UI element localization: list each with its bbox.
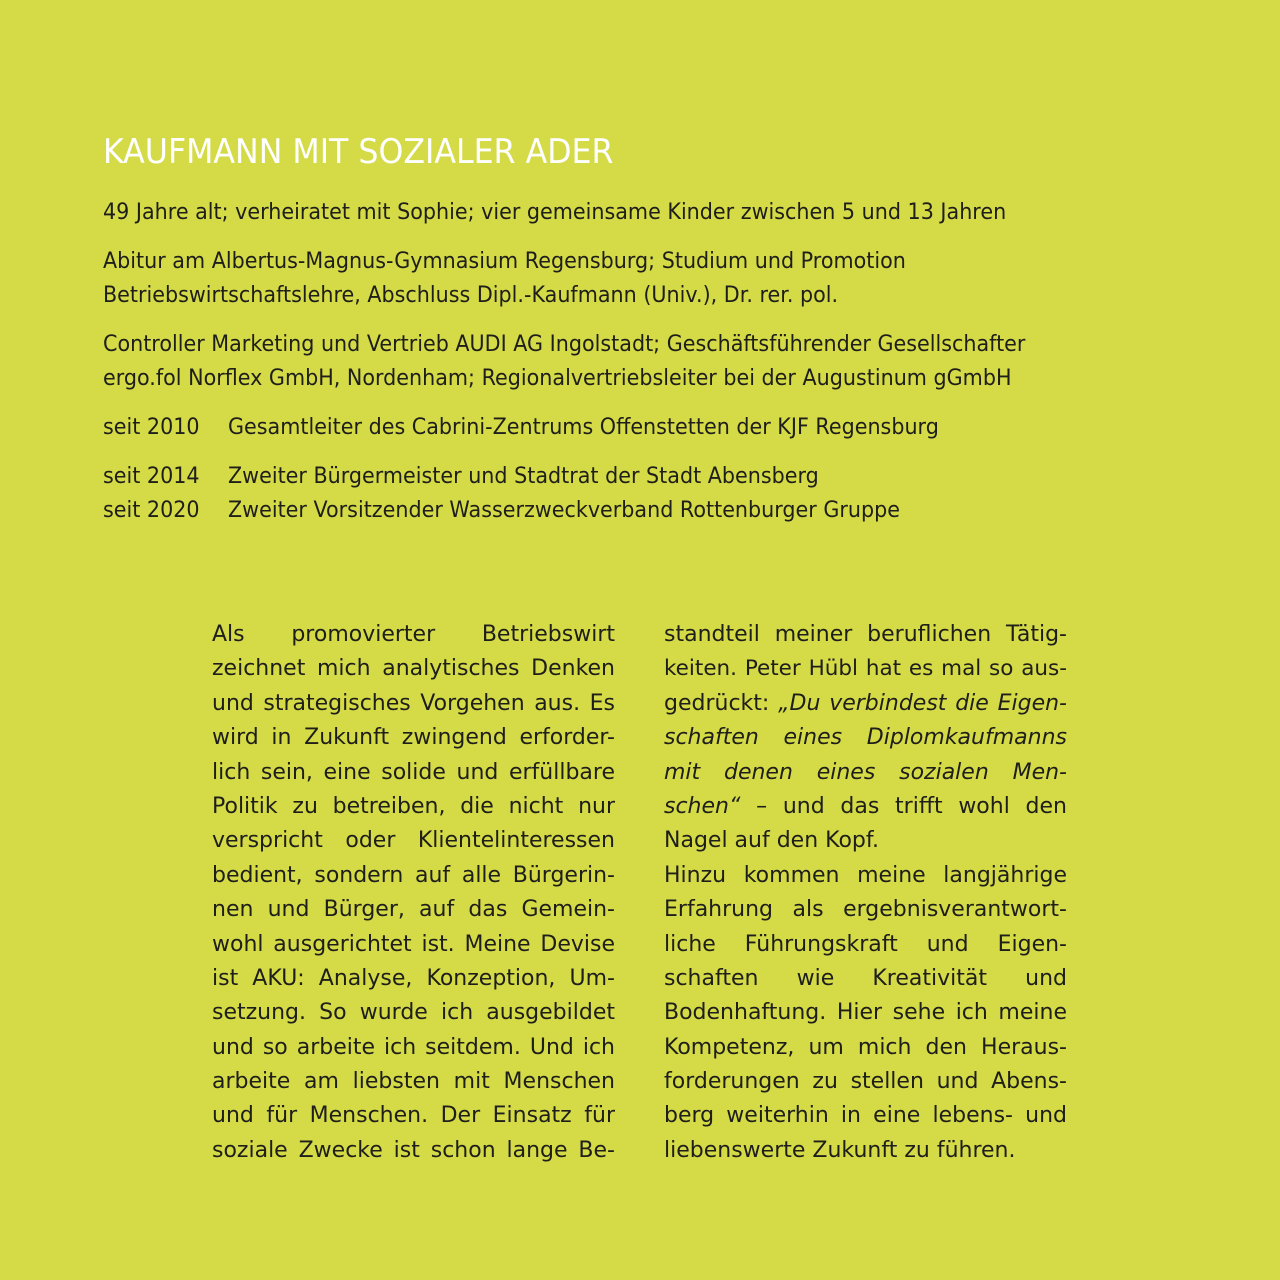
quote-line: schaften eines Diplomkaufmanns (664, 725, 1067, 751)
bio-education-line: Abitur am Albertus-Magnus-Gymnasium Regensburg; Studium und Promotion (103, 249, 906, 274)
bio-positions (103, 460, 1137, 528)
body-line: wohl ausgerichtet ist. Meine Devise (212, 931, 615, 957)
quote-text: schen“ (664, 793, 741, 819)
quote-text: „Du verbindest die Eigen- (778, 690, 1067, 716)
body-line (664, 687, 1067, 721)
body-line: zeichnet mich analytisches Denken (212, 656, 615, 682)
body-line: Nagel auf den Kopf. (664, 828, 880, 854)
bio-career-line: Controller Marketing und Vertrieb AUDI AG Ingolstadt; Geschäftsführender Gesellschafter (103, 332, 1026, 357)
body-line: wird in Zukunft zwingend erforder- (212, 725, 615, 751)
body-line: standteil meiner beruflichen Tätig- (664, 622, 1067, 647)
position-since: seit 2020 (103, 498, 200, 523)
body-line: arbeite am liebsten mit Menschen (212, 1069, 615, 1095)
body-column-left (212, 618, 615, 1168)
body-column-right (664, 618, 1067, 1168)
body-line: Hinzu kommen meine langjährige (664, 862, 1067, 888)
body-line: lich sein, eine solide und erfüllbare (212, 759, 615, 785)
body-line: liebenswerte Zukunft zu führen. (664, 1137, 1016, 1163)
body-line: und strategisches Vorgehen aus. Es (212, 690, 615, 716)
body-line: und so arbeite ich seitdem. Und ich (212, 1034, 615, 1060)
body-line: und für Menschen. Der Einsatz für (212, 1103, 615, 1129)
body-line: verspricht oder Klientelinteressen (212, 828, 615, 854)
position-text: Gesamtleiter des Cabrini-Zentrums Offenstetten der KJF Regensburg (228, 415, 939, 440)
body-line: Kompetenz, um mich den Heraus- (664, 1034, 1067, 1060)
body-line: liche Führungskraft und Eigen- (664, 931, 1067, 957)
body-line: Erfahrung als ergebnisverantwort- (664, 897, 1067, 923)
body-line: schaften wie Kreativität und (664, 965, 1067, 991)
bio-career (103, 328, 1137, 396)
position-since: seit 2010 (103, 415, 200, 440)
body-line: setzung. So wurde ich ausgebildet (212, 1000, 615, 1026)
bio-career-line: ergo.fol Norflex GmbH, Nordenham; Regionalvertriebsleiter bei der Augustinum gGmbH (103, 366, 1012, 391)
body-line: soziale Zwecke ist schon lange Be- (212, 1137, 615, 1163)
bio-education (103, 245, 1137, 313)
bio-personal (103, 196, 1137, 230)
body-line: forderungen zu stellen und Abens- (664, 1069, 1067, 1095)
body-line: Politik zu betreiben, die nicht nur (212, 793, 615, 819)
position-text: Zweiter Vorsitzender Wasserzweckverband Rottenburger Gruppe (228, 498, 900, 523)
page-heading: KAUFMANN MIT SOZIALER ADER (103, 132, 614, 172)
body-line: Als promovierter Betriebswirt (212, 622, 615, 647)
bio-personal-line: 49 Jahre alt; verheiratet mit Sophie; vier gemeinsame Kinder zwischen 5 und 13 Jahren (103, 200, 1007, 225)
quote-line: mit denen eines sozialen Men- (664, 759, 1067, 785)
body-text: – und das trifft wohl den (740, 793, 1067, 819)
bio-position (103, 411, 1137, 445)
body-line: nen und Bürger, auf das Gemein- (212, 897, 615, 923)
body-line: Bodenhaftung. Hier sehe ich meine (664, 1000, 1067, 1026)
body-line: bedient, sondern auf alle Bürgerin- (212, 862, 615, 888)
body-line: berg weiterhin in eine lebens- und (664, 1103, 1067, 1129)
position-text: Zweiter Bürgermeister und Stadtrat der Stadt Abensberg (228, 464, 819, 489)
position-since: seit 2014 (103, 464, 200, 489)
body-line: keiten. Peter Hübl hat es mal so aus- (664, 656, 1067, 682)
body-line: ist AKU: Analyse, Konzeption, Um- (212, 965, 615, 991)
body-text: gedrückt: (664, 690, 779, 716)
bio-education-line: Betriebswirtschaftslehre, Abschluss Dipl.-Kaufmann (Univ.), Dr. rer. pol. (103, 283, 839, 308)
body-line (664, 790, 1067, 824)
